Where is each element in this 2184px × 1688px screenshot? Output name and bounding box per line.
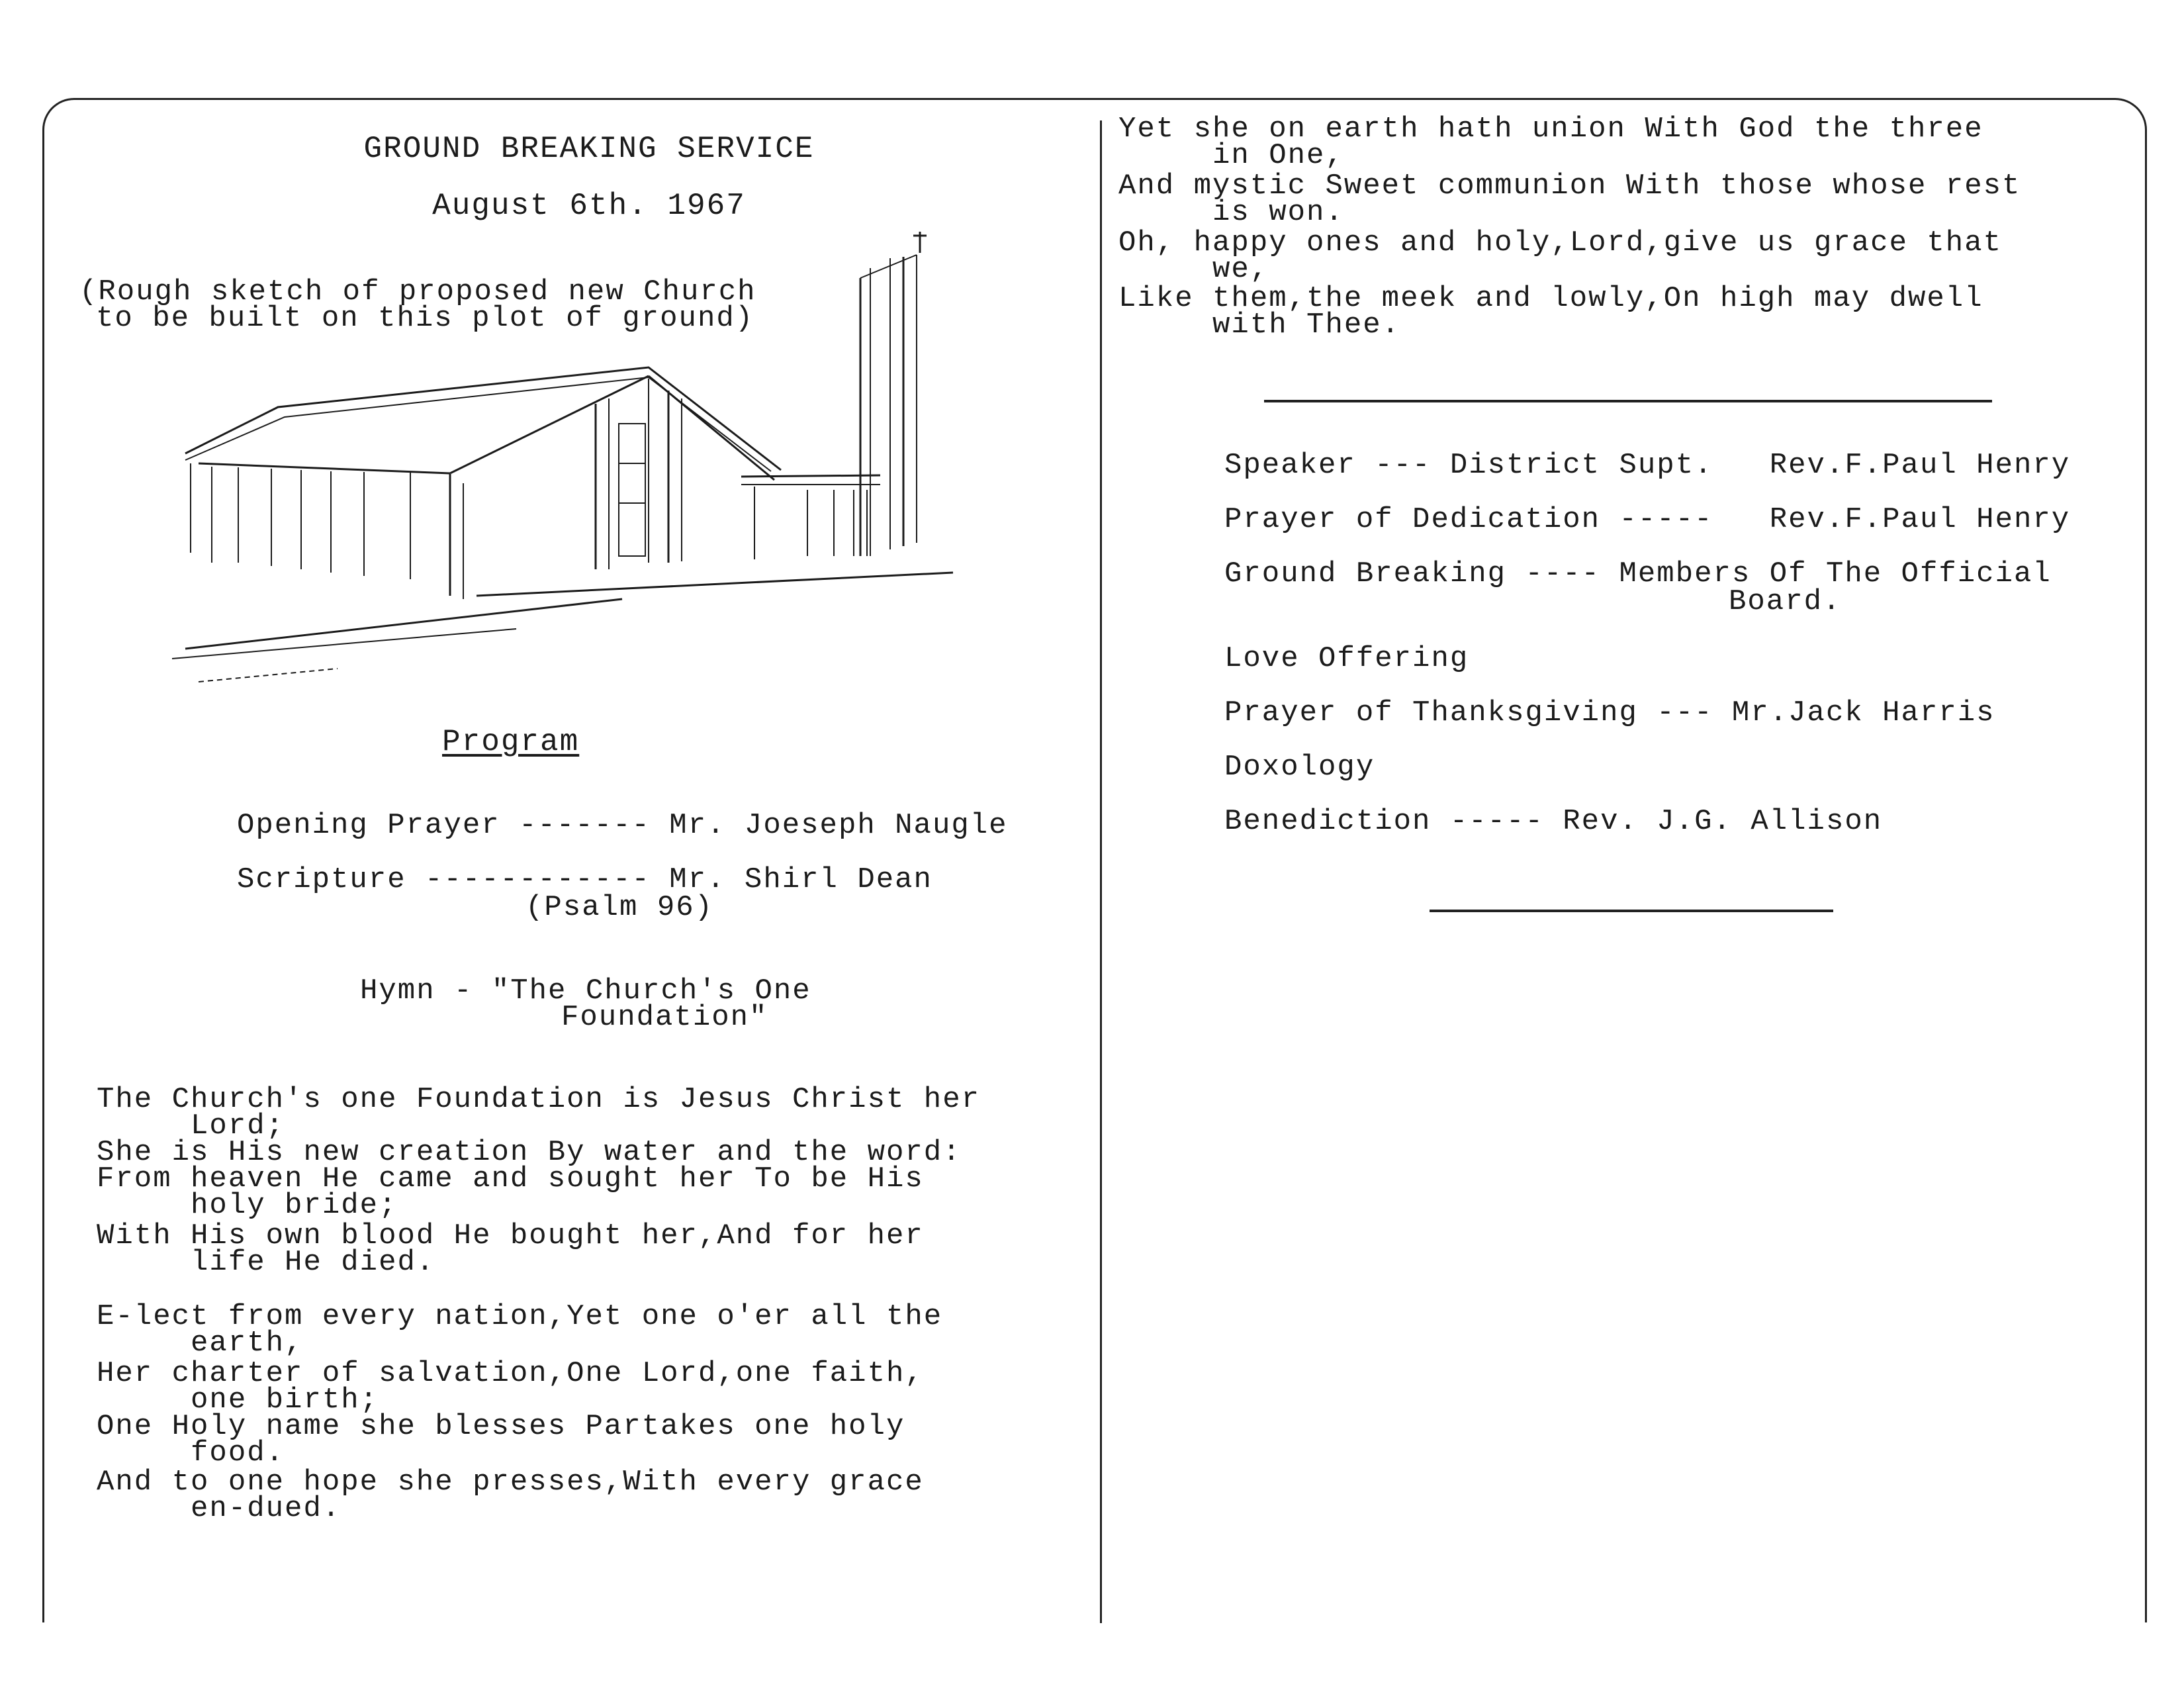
hymn-verse-line: holy bride;	[97, 1189, 398, 1222]
hymn-verse-line: And mystic Sweet communion With those whose rest	[1118, 169, 2021, 203]
service-doxology: Doxology	[1224, 751, 1375, 784]
service-love-offering: Love Offering	[1224, 642, 1469, 675]
service-date: August 6th. 1967	[432, 189, 746, 223]
hymn-verse-line: life He died.	[97, 1246, 435, 1279]
service-speaker: Speaker --- District Supt. Rev.F.Paul Henry	[1224, 449, 2071, 482]
sketch-caption-line-1: (Rough sketch of proposed new Church	[79, 275, 756, 308]
hymn-verse-line: in One,	[1118, 139, 1344, 172]
hymn-verse-line: with Thee.	[1118, 308, 1401, 342]
column-divider	[1100, 120, 1102, 1623]
hymn-verse-line: One Holy name she blesses Partakes one holy	[97, 1410, 905, 1443]
hymn-verse-line: earth,	[97, 1327, 304, 1360]
service-prayer-of-thanksgiving: Prayer of Thanksgiving --- Mr.Jack Harris	[1224, 696, 1995, 729]
hymn-verse-line: Her charter of salvation,One Lord,one faith,	[97, 1357, 924, 1390]
hymn-verse-line: en-dued.	[97, 1492, 341, 1525]
hymn-verse-line: Lord;	[97, 1109, 285, 1143]
program-heading: Program	[442, 725, 580, 759]
closing-rule	[1430, 910, 1833, 912]
hymn-verse-line: The Church's one Foundation is Jesus Christ her	[97, 1083, 981, 1116]
hymn-verse-line: And to one hope she presses,With every grace	[97, 1466, 924, 1499]
hymn-verse-line: She is His new creation By water and the word:	[97, 1136, 962, 1169]
hymn-verse-line: we,	[1118, 253, 1269, 286]
hymn-verse-line: is won.	[1118, 196, 1344, 229]
church-sketch-image	[119, 225, 973, 688]
section-divider-rule	[1264, 400, 1992, 402]
program-scripture-reference: (Psalm 96)	[525, 891, 714, 924]
program-scripture: Scripture ------------ Mr. Shirl Dean	[237, 863, 933, 896]
hymn-verse-line: From heaven He came and sought her To be His	[97, 1162, 924, 1196]
hymn-verse-line: E-lect from every nation,Yet one o'er all the	[97, 1300, 943, 1333]
service-title: GROUND BREAKING SERVICE	[363, 132, 815, 166]
service-ground-breaking-cont: Board.	[1729, 585, 1842, 618]
hymn-title-line-1: Hymn - "The Church's One	[360, 974, 811, 1008]
hymn-verse-line: With His own blood He bought her,And for her	[97, 1219, 924, 1252]
hymn-verse-line: food.	[97, 1436, 285, 1470]
hymn-verse-line: Like them,the meek and lowly,On high may dwell	[1118, 282, 1983, 315]
service-prayer-of-dedication: Prayer of Dedication ----- Rev.F.Paul Henry	[1224, 503, 2071, 536]
hymn-verse-line: Yet she on earth hath union With God the three	[1118, 113, 1983, 146]
sketch-caption-line-2: to be built on this plot of ground)	[96, 302, 754, 335]
hymn-verse-line: Oh, happy ones and holy,Lord,give us grace that	[1118, 226, 2003, 259]
hymn-verse-line: one birth;	[97, 1383, 379, 1417]
program-opening-prayer: Opening Prayer ------- Mr. Joeseph Naugle	[237, 809, 1008, 842]
hymn-title-line-2: Foundation"	[561, 1001, 768, 1034]
service-benediction: Benediction ----- Rev. J.G. Allison	[1224, 805, 1883, 838]
service-ground-breaking: Ground Breaking ---- Members Of The Official	[1224, 557, 2052, 590]
